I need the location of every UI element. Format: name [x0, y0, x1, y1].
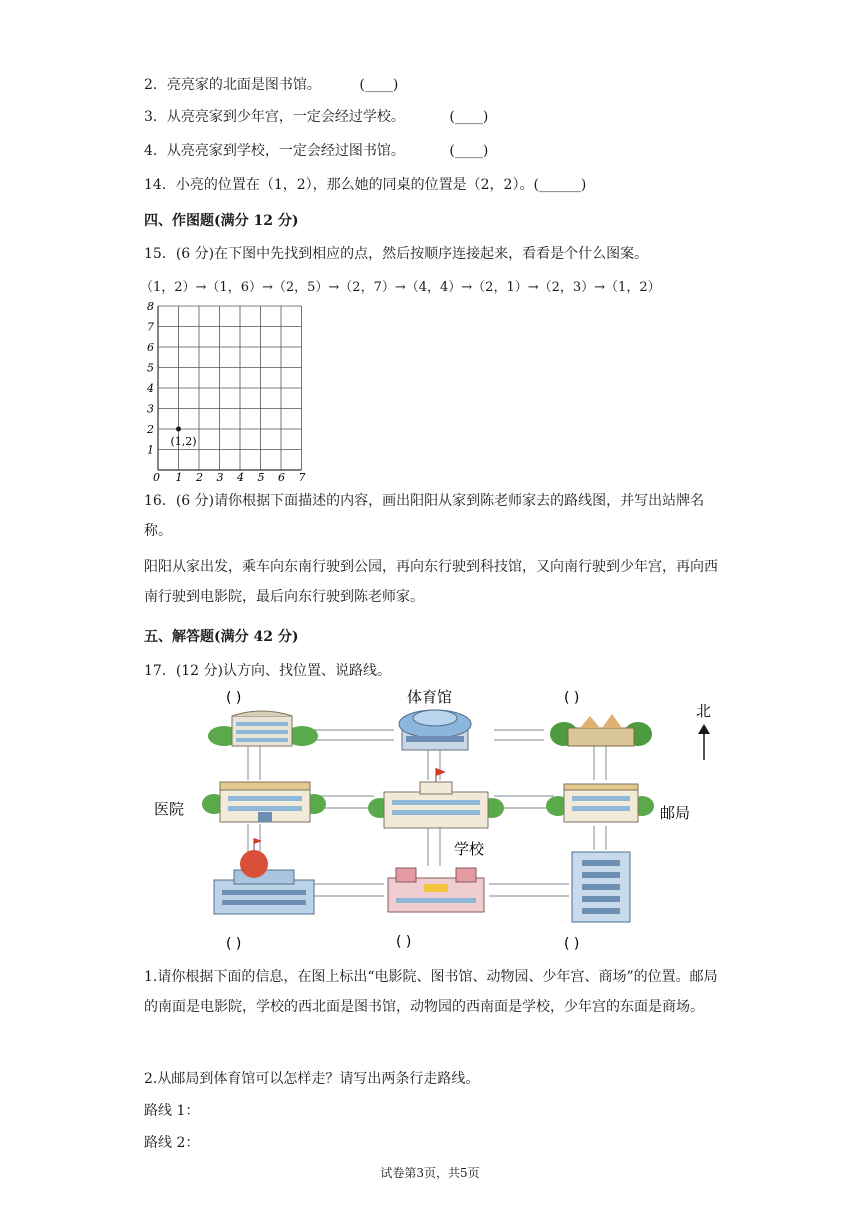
question-17-text: 17．(12 分)认方向、找位置、说路线。 — [144, 663, 392, 679]
answer-blank[interactable]: (______) — [533, 177, 587, 193]
section-title: 四、作图题(满分 12 分) — [144, 213, 299, 229]
blank-label-top-left[interactable]: ( ) — [226, 690, 242, 706]
y-tick-label: 4 — [147, 382, 154, 395]
post-office-building-icon — [546, 784, 654, 822]
post-office-label: 邮局 — [660, 804, 691, 822]
route-2-label: 路线 2： — [144, 1135, 200, 1151]
school-label: 学校 — [454, 840, 485, 858]
question-16-text: 16．(6 分)请你根据下面描述的内容，画出阳阳从家到陈老师家去的路线图，并写出站牌名称。 — [144, 493, 705, 539]
tower-building-icon — [572, 852, 630, 922]
section-title: 五、解答题(满分 42 分) — [144, 629, 299, 645]
grid-point — [176, 427, 181, 432]
question-17-sub2: 2.从邮局到体育馆可以怎样走？请写出两条行走路线。 — [144, 1071, 480, 1087]
point-sequence: （1，2）→（1，6）→（2，5）→（2，7）→（4，4）→（2，1）→（2，3）→（1，2） — [140, 280, 661, 295]
question-text: 14．小亮的位置在（1，2），那么她的同桌的位置是（2，2）。 — [144, 177, 534, 193]
blank-label-bottom-left[interactable]: ( ) — [226, 936, 242, 952]
question-17-sub1: 1.请你根据下面的信息，在图上标出“电影院、图书馆、动物园、少年宫、商场”的位置。邮局的南面是电影院，学校的西北面是图书馆，动物园的西南面是学校，少年宫的东面是商场。 — [144, 969, 718, 1015]
question-2 — [144, 74, 398, 94]
question-3 — [144, 106, 488, 126]
question-16-description: 阳阳从家出发，乘车向东南行驶到公园，再向东行驶到科技馆，又向南行驶到少年宫，再向西南行驶到电影院，最后向东行驶到陈老师家。 — [144, 559, 718, 605]
x-tick-label: 4 — [237, 471, 244, 484]
park-icon — [550, 714, 652, 746]
x-tick-label: 2 — [196, 471, 203, 484]
question-text: 4．从亮亮家到学校，一定会经过图书馆。 — [144, 143, 405, 159]
question-14 — [144, 174, 586, 194]
north-arrow-icon — [698, 724, 710, 760]
blank-label-top-right[interactable]: ( ) — [564, 690, 580, 706]
blank-label-bottom-middle[interactable]: ( ) — [396, 934, 412, 950]
hospital-label: 医院 — [154, 800, 185, 818]
x-tick-label: 7 — [298, 471, 306, 484]
answer-blank[interactable]: (____) — [449, 109, 489, 125]
route-1-label: 路线 1： — [144, 1103, 200, 1119]
grid-point-label: (1,2) — [170, 435, 197, 448]
y-tick-label: 3 — [147, 402, 154, 416]
coordinate-grid[interactable] — [140, 300, 330, 485]
blank-label-bottom-right[interactable]: ( ) — [564, 936, 580, 952]
x-tick-label: 3 — [216, 471, 224, 484]
mall-building-icon — [388, 868, 484, 912]
y-tick-label: 6 — [147, 341, 154, 354]
hospital-building-icon — [202, 782, 326, 822]
cinema-building-icon — [214, 838, 314, 914]
gym-label: 体育馆 — [407, 688, 453, 706]
question-text: 2．亮亮家的北面是图书馆。 — [144, 77, 321, 93]
school-building-icon — [368, 768, 504, 828]
x-tick-label: 0 — [153, 471, 160, 484]
answer-blank[interactable]: (____) — [359, 77, 399, 93]
x-tick-label: 6 — [278, 471, 285, 484]
y-tick-label: 2 — [147, 423, 154, 436]
direction-map — [144, 684, 726, 954]
x-tick-label: 1 — [175, 471, 183, 484]
north-label: 北 — [696, 702, 712, 720]
y-tick-label: 8 — [147, 300, 154, 313]
question-15-text: 15．(6 分)在下图中先找到相应的点，然后按顺序连接起来，看看是个什么图案。 — [144, 246, 649, 262]
y-tick-label: 1 — [147, 443, 154, 457]
y-tick-label: 5 — [147, 361, 154, 375]
answer-blank[interactable]: (____) — [449, 143, 489, 159]
x-tick-label: 5 — [257, 471, 265, 484]
page-footer: 试卷第3页，共5页 — [380, 1166, 480, 1180]
y-tick-label: 7 — [147, 320, 154, 334]
question-text: 3．从亮亮家到少年宫，一定会经过学校。 — [144, 109, 405, 125]
office-building-icon — [208, 711, 318, 746]
stadium-icon — [399, 710, 471, 750]
question-4 — [144, 140, 488, 160]
